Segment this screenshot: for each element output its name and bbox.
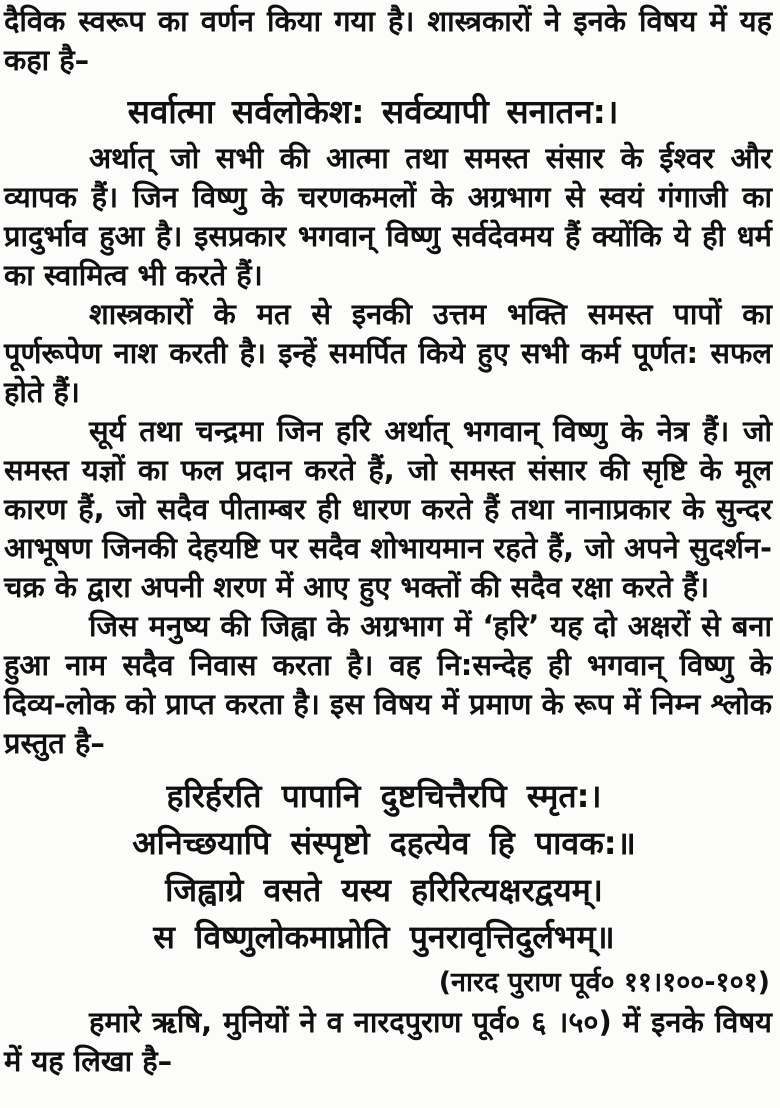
paragraph-4-text: सूर्य तथा चन्द्रमा जिन हरि अर्थात् भगवान् विष्णु के नेत्र हैं। जो समस्त यज्ञों का फल प्रदान करते हैं, जो समस्त संसार की सृष्टि के मूल कारण [4, 414, 772, 526]
body-paragraph-5 [4, 607, 772, 763]
body-paragraph-3: शास्त्रकारों के मत से इनकी उत्तम भक्ति समस्त पापों का पूर्णरूपेण नाश करती है। इन्हें समर्पित किये हुए सभी कर्म पूर्णत: सफल होते हैं। [4, 297, 772, 409]
scripture-reference: (नारद पुराण पूर्व० ११।१००-१०१) [438, 967, 770, 998]
paragraph-5-text: जिस मनुष्य की जिह्वा के अग्रभाग में ‘ [89, 609, 494, 643]
body-paragraph-4 [4, 412, 772, 607]
body-paragraph-2: अर्थात् जो सभी की आत्मा तथा समस्त संसार के ईश्वर और व्यापक हैं। जिन विष्णु के चरणकमलों के अग्रभाग से स्वयं गंगाजी का प्रादुर्भाव हुआ है। इसप्रकार भगवान् विष्णु सर्वदेवमय हैं क्योंकि ये ही धर्म का स्वामित्व भी करते हैं। [4, 141, 772, 292]
paragraph-5-bold-word-hari: हरि [493, 609, 529, 643]
shloka-line-1: हरिर्हरति पापानि दुष्टचित्तैरपि स्मृत:। [166, 777, 602, 815]
paragraph-5-text-cont: ’ यह दो अक्षरों से बना हुआ नाम सदैव निवास करता है। वह नि:सन्देह ही भगवान् विष्णु के दिव्य-लोक को प्राप्त करता है। इस विषय में प्रमाण के रूप में निम्न श्लोक प्रस्तुत है– [4, 609, 772, 760]
shloka-line-3: जिह्वाग्रे वसते यस्य हरिरित्यक्षरद्वयम्। [165, 871, 603, 909]
shloka-block [64, 773, 704, 961]
verse-heading: सर्वात्मा सर्वलोकेश: सर्वव्यापी सनातन:। [127, 92, 619, 131]
shloka-line-4: स विष्णुलोकमाप्नोति पुनरावृत्तिदुर्लभम्॥ [153, 918, 615, 956]
paragraph-4-text-cont: , जो सदैव पीताम्बर ही धारण करते हैं तथा नानाप्रकार के सुन्दर आभूषण जिनकी देहयष्टि पर सदैव शोभायमान रहते हैं, जो अपने सुदर्शन-चक्र के द्वारा अपनी शरण में आए हुए भक्तों की सदैव रक्षा करते हैं। [4, 492, 772, 604]
paragraph-4-bold-word: हैं [78, 492, 94, 526]
body-paragraph-1: दैविक स्वरूप का वर्णन किया गया है। शास्त्रकारों ने इनके विषय में यह कहा है– [4, 4, 772, 77]
body-paragraph-6: हमारे ऋषि, मुनियों ने व नारदपुराण पूर्व० ६ ।५०) में इनके विषय में यह लिखा है– [4, 1005, 772, 1078]
shloka-line-2: अनिच्छयापि संस्पृष्टो दहत्येव हि पावक:॥ [132, 824, 636, 862]
